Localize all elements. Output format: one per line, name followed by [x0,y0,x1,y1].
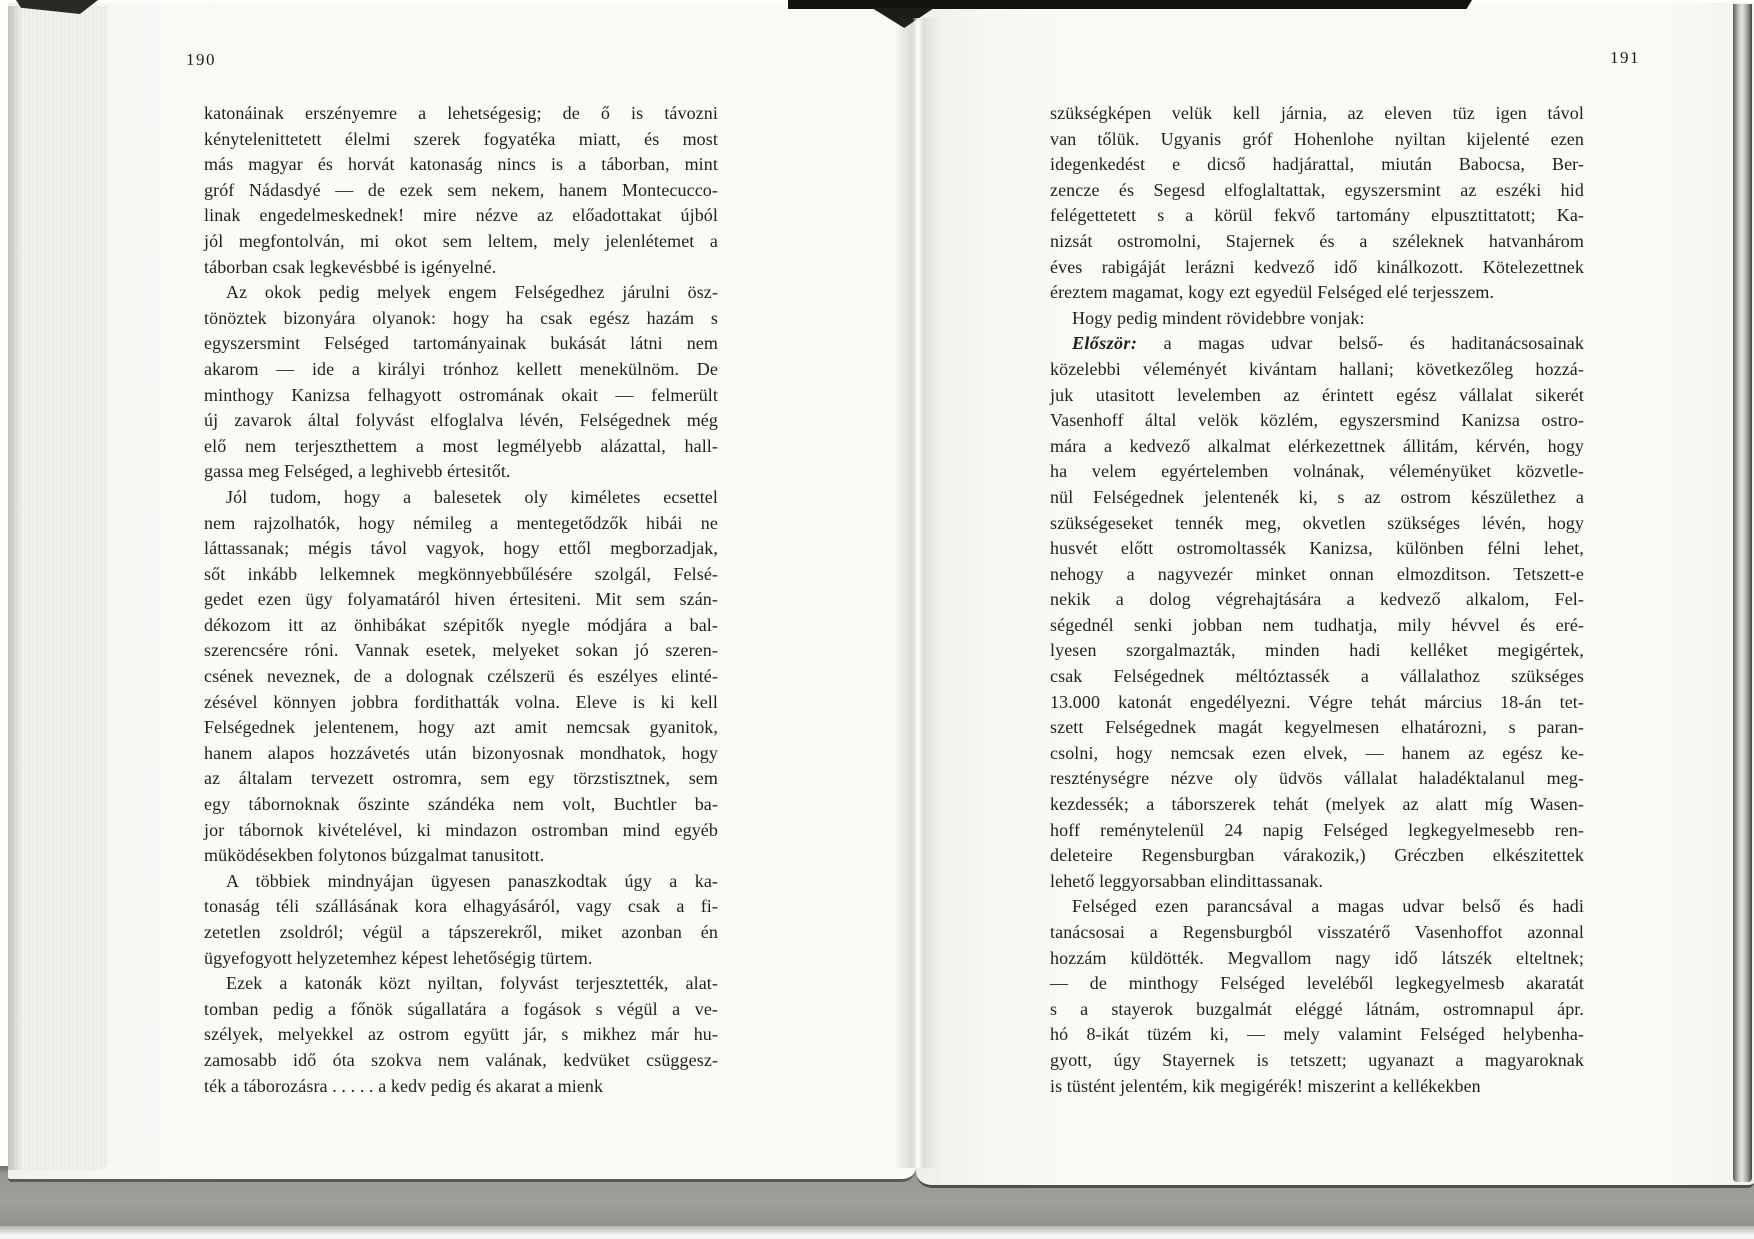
text-line: A többiek mindnyájan ügyesen panaszkodtak úgy a ka- [226,870,718,891]
text-line: Jól tudom, hogy a balesetek oly kiméletes ecsettel [226,486,718,507]
paragraph [204,101,718,280]
paragraph [1050,331,1584,894]
text-line: tanácsosai a Regensburgból visszatérő Vasenhoffot azonnal [1050,922,1584,942]
text-line: ügyefogyott helyzetemhez képest lehetőségig türtem. [204,947,593,968]
text-line: akarom — ide a királyi trónhoz kellett menekülnöm. De [204,358,718,379]
page-stack-edges-left [8,6,108,1170]
text-line: táborban csak legkevésbbé is igényelné. [204,256,497,277]
emphasized-text: Először: [1072,333,1138,354]
text-line: idegenkedést e dicső hadjárattal, miután Babocsa, Ber- [1050,154,1584,175]
text-line: szélyek, melyekkel az ostrom együtt jár, s mikhez már hu- [204,1024,718,1045]
text-line: hó 8-ikát tüzém ki, — mely valamint Felséged helybenha- [1050,1024,1584,1045]
page-stack-fore-edge-right [1733,4,1752,1182]
paragraph [1050,306,1584,332]
paragraph [1050,101,1584,306]
text-line: zamosabb idő óta szokva nem valának, kedvüket csüggesz- [204,1049,718,1070]
text-line: jor tábornok kivételével, ki mindazon ostromban mind egyéb [204,819,718,840]
text-line: nehogy a nagyvezér minket onnan elmozditson. Tetszett-e [1050,563,1584,584]
text-line: van tőlük. Ugyanis gróf Hohenlohe nyiltan kijelenté ezen [1050,128,1584,149]
text-line: tomban pedig a főnök súgallatára a fogások s végül a ve- [204,998,718,1019]
text-line: hanem alapos hozzávetés után bizonyosnak mondhatok, hogy [204,742,718,763]
paragraph [204,971,718,1099]
text-line: kezdessék; a táborszerek tehát (melyek az alatt míg Wasen- [1050,794,1584,815]
page-number-left: 190 [186,50,216,69]
text-line: elő nem terjeszthettem a most legmélyebb alázattal, hall- [204,435,718,456]
text-line: hoff reménytelenül 24 napig Felséged legkegyelmesebb ren- [1050,819,1584,840]
text-line: tonaság téli szállásának kora elhagyásáról, vagy csak a fi- [204,896,718,917]
text-line: linak engedelmeskednek! mire nézve az előadottakat újból [204,205,718,226]
text-line: gróf Nádasdyé — de ezek sem nekem, hanem Montecucco- [204,179,718,200]
text-line: Felségednek jelentenem, hogy azt amit nemcsak gyanitok, [204,717,718,738]
text-line: nekik a dolog végrehajtására a kedvező alkalom, Fel- [1050,589,1584,610]
scan-top-edge [788,0,1472,9]
text-line: Felséged ezen parancsával a magas udvar belső és hadi [1072,896,1584,917]
text-line: felégettetett s a körül fekvő tartomány elpusztittatott; Ka- [1050,205,1584,226]
text-line: csak Felségednek méltóztassék a vállalathoz szükséges [1050,666,1584,687]
text-line: tönöztek bizonyára olyanok: hogy ha csak egész hazám s [204,307,718,328]
text-line: gedet ezen ügy folyamatáról hiven értesiteni. Mit sem szán- [204,589,718,610]
text-line: ték a táborozásra . . . . . a kedv pedig és akarat a mienk [204,1075,604,1096]
text-line: ségednél senki jobban nem tudhatja, mily hévvel és eré- [1050,614,1584,635]
text-line: Hogy pedig mindent rövidebbre vonjak: [1072,307,1365,328]
text-line: éreztem magamat, kogy ezt egyedül Felséged elé terjesszem. [1050,282,1495,303]
text-line: nül Felségednek jelentenék ki, s az ostrom készülethez a [1050,486,1584,507]
left-page-text [204,101,718,1099]
text-line: más magyar és horvát katonaság nincs is a táborban, mint [204,154,718,175]
text-line: egyszersmint Felséged tartományainak bukását látni nem [204,333,718,354]
text-line: dékozom itt az önhibákat szépitők nyegle módjára a bal- [204,614,718,635]
right-page-text [1050,101,1584,1099]
text-line: láttassanak; mégis távol vagyok, hogy ettől megborzadjak, [204,538,718,559]
paragraph [204,280,718,485]
text-line: Ezek a katonák közt nyiltan, folyvást terjesztették, alat- [226,973,718,994]
text-line: nem rajzolhatók, hogy némileg a mentegetődzők hibái ne [204,512,718,533]
text-line: reszténységre nézve oly üdvös vállalat haladéktalanul meg- [1050,768,1584,789]
text-line: közelebbi véleményét kivántam hallani; következőleg hozzá- [1050,358,1584,379]
text-line: ha velem egyértelemben volnának, véleményüket közvetle- [1050,461,1584,482]
text-line: is tüstént jelentém, kik megigérék! miszerint a kellékekben [1050,1075,1481,1096]
text-line: sőt inkább lelkemnek megkönnyebbűlésére szolgál, Felsé- [204,563,718,584]
text-line: s a stayerok buzgalmát eléggé látnám, ostromnapul ápr. [1050,998,1584,1019]
text-line: éves rabigáját lerázni kedvező idő kinálkozott. Kötelezettnek [1050,256,1584,277]
text-line: szerencsére róni. Vannak esetek, melyeket sokan jó szeren- [204,640,718,661]
text-line: husvét előtt ostromoltassék Kanizsa, különben félni lehet, [1050,538,1584,559]
text-line: nizsát ostromolni, Stajernek és a széleknek hatvanhárom [1050,230,1584,251]
text-line: csének neveznek, de a dolognak czélszerü és eszélyes elinté- [204,666,718,687]
paragraph [1050,894,1584,1099]
text-line: szett Felségednek magát kegyelmesen elhatározni, s paran- [1050,717,1584,738]
text-line: lyesen szorgalmazták, minden hadi kelléket megigértek, [1050,640,1584,661]
text-line: — de minthogy Felséged leveléből legkegyelmesb akaratát [1050,973,1584,994]
text-line: szükségeseket tennék meg, okvetlen szükséges lévén, hogy [1050,512,1584,533]
text-line: kénytelenittetett élelmi szerek fogyatéka miatt, és most [204,128,718,149]
text-line: gyott, úgy Stayernek is tetszett; ugyanazt a magyaroknak [1050,1049,1584,1070]
text-line: Az okok pedig melyek engem Felségedhez járulni ösz- [226,282,718,303]
paragraph [204,485,718,869]
text-line: zésével könnyen jobbra fordithatták volna. Eleve is ki kell [204,691,718,712]
text-line: szükségképen velük kell járnia, az eleven tüz igen távol [1050,103,1584,123]
text-line: Vasenhoff által velök közlém, egyszersmind Kanizsa ostro- [1050,410,1584,431]
text-line: az általam tervezett ostromra, sem egy törzstisztnek, sem [204,768,718,789]
text-line: minthogy Kanizsa felhagyott ostromának okait — felmerült [204,384,718,405]
text-line: zencze és Segesd elfoglaltattak, egyszersmint az eszéki hid [1050,179,1584,200]
text-line: egy tábornoknak őszinte szándéka nem volt, Buchtler ba- [204,794,718,815]
text-line: mára a kedvező alkalmat elérkezettnek állitám, kérvén, hogy [1050,435,1584,456]
text-line: deleteire Regensburgban várakozik,) Gréczben elkészitettek [1050,845,1584,866]
paragraph [204,869,718,971]
text-line: Először: a magas udvar belső- és haditanácsosainak [1072,333,1584,354]
text-line: csolni, hogy nemcsak ezen elvek, — hanem az egész ke- [1050,742,1584,763]
text-line: lehető leggyorsabban elindittassanak. [1050,870,1324,891]
text-line: katonáinak erszényemre a lehetségesig; de ő is távozni [204,103,718,123]
text-line: müködésekben folytonos búzgalmat tanusitott. [204,845,545,866]
text-line: 13.000 katonát engedélyezni. Végre tehát március 18-án tet- [1050,691,1584,712]
page-number-right: 191 [1610,48,1640,67]
text-line: gassa meg Felséged, a leghivebb értesitőt. [204,461,511,482]
text-line: hozzám küldötték. Megvallom nagy idő látszék elteltnek; [1050,947,1584,968]
text-line: jól megfontolván, mi okot sem leltem, mely jelenlétemet a [204,230,718,251]
text-line: zetetlen zsoldról; végül a tápszerekről, miket azonban én [204,922,718,942]
scan-bottom-margin [0,1226,1754,1239]
book-gutter-fold [894,18,940,1168]
text-line: új zavarok által folyvást elfoglalva lévén, Felségednek még [204,410,718,431]
text-line: juk utasitott levelemben az érintett egész vállalat sikerét [1050,384,1584,405]
